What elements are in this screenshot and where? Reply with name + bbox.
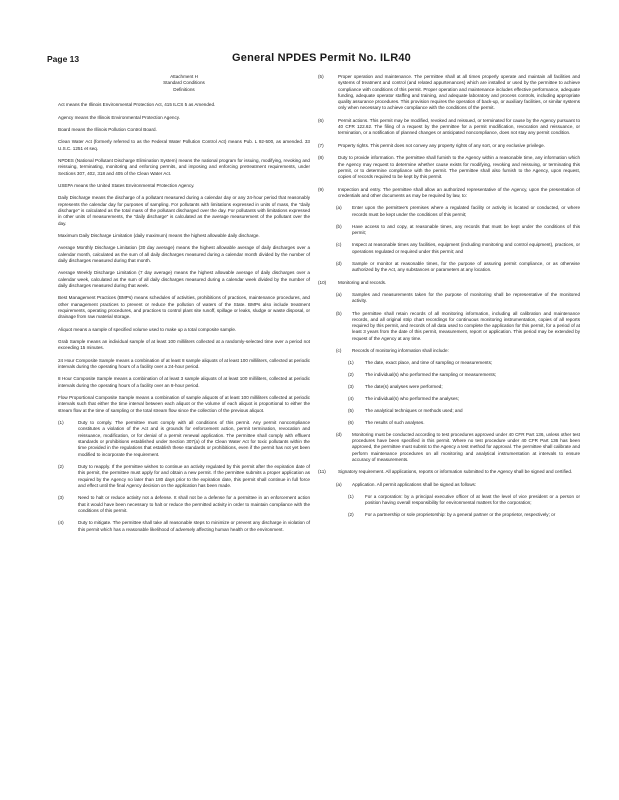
condition-item bbox=[318, 469, 580, 475]
condition-item bbox=[318, 280, 580, 286]
monitoring-subitems bbox=[318, 292, 580, 354]
condition-item bbox=[318, 74, 580, 112]
item-text: Signatory requirement. All applications, reports or information submitted to the Agency shall be signed and certified. bbox=[338, 469, 573, 475]
item-number: (a) bbox=[336, 205, 342, 211]
definition-paragraph: NPDES (National Pollutant Discharge Elimination System) means the national program for issuing, modifying, revoking and reissuing, terminating, monitoring and enforcing permits, and imposing and enforcing pretreatment requirements, under Sections 307, 402, 318 and 405 of the Clean Water Act. bbox=[58, 158, 310, 176]
item-text: The individual(s) who performed the sampling or measurements; bbox=[365, 372, 497, 378]
condition-subsubitem bbox=[348, 384, 580, 390]
condition-subsubitem bbox=[348, 420, 580, 426]
item-number: (2) bbox=[348, 372, 354, 378]
definition-paragraph: USEPA means the United States Environmental Protection Agency. bbox=[58, 183, 195, 189]
item-number: (d) bbox=[336, 431, 342, 437]
condition-item bbox=[58, 464, 310, 489]
condition-item bbox=[58, 520, 310, 533]
records-content-subitems bbox=[318, 360, 580, 426]
item-text: Monitoring and records. bbox=[338, 279, 387, 285]
condition-subsubitem bbox=[348, 396, 580, 402]
attachment-heading-line: Definitions bbox=[173, 86, 195, 92]
item-number: (b) bbox=[336, 223, 342, 229]
item-text: The analytical techniques or methods used; and bbox=[365, 407, 463, 413]
item-number: (7) bbox=[318, 142, 324, 148]
definition-paragraph: Clean Water Act (formerly referred to as the Federal Water Pollution Control Act) means Pub. L 92-500, as amended. 33 U.S.C. 1251 et seq. bbox=[58, 139, 310, 151]
page-header bbox=[0, 54, 619, 68]
item-number: (4) bbox=[348, 396, 354, 402]
item-number: (1) bbox=[348, 493, 354, 499]
item-text: For a corporation: by a principal executive officer of at least the level of vice president or a person or position having overall responsibility for environmental matters for the corporation; bbox=[365, 493, 580, 506]
item-text: For a partnership or sole proprietorship: by a general partner or the proprietor, respectively; or bbox=[365, 512, 556, 518]
item-number: (11) bbox=[318, 469, 326, 475]
definition-paragraph: Aliquot means a sample of specified volume used to make up a total composite sample. bbox=[58, 326, 237, 332]
condition-subsubitem bbox=[348, 494, 580, 507]
item-number: (4) bbox=[58, 520, 64, 526]
item-text: Inspection and entry. The permittee shall allow an authorized representative of the Agency, upon the presentation of credentials and other documents as may be required by law, to: bbox=[338, 186, 580, 198]
left-column bbox=[58, 74, 310, 539]
item-text: Permit actions. This permit may be modified, revoked and reissued, or terminated for cause by the Agency pursuant to 40 CFR 122.62. The filing of a request by the permittee for a permit modification, revocation and reissuance, or termination, or a notification of planned changes or anticipated noncompliance, does not stay any permit condition. bbox=[338, 117, 580, 136]
condition-item bbox=[318, 187, 580, 200]
condition-subitem bbox=[336, 205, 580, 218]
condition-subitem bbox=[336, 261, 580, 274]
condition-item bbox=[318, 143, 580, 149]
definition-paragraph: Act means the Illinois Environmental Protection Act, 415 ILCS 5 as Amended. bbox=[58, 102, 216, 108]
item-number: (5) bbox=[318, 74, 324, 79]
condition-subsubitem bbox=[348, 372, 580, 378]
item-number: (8) bbox=[318, 155, 324, 161]
condition-subsubitem bbox=[348, 512, 580, 518]
item-text: Duty to comply. The permittee must comply with all conditions of this permit. Any permit noncompliance constitutes a violation of the Act and is grounds for enforcement action, permit termination, revocation and reissuance, modification, or for denial of a permit renewal application. The permittee shall comply with effluent standards or prohibitions established under Section 307(a) of the Clean Water Act for toxic pollutants within the time provided in the regulations that establish these standards or prohibitions, even if the permit has not yet been modified to incorporate the requirement. bbox=[78, 420, 310, 457]
item-text: Monitoring must be conducted according to test procedures approved under 40 CFR Part 136, unless other test procedures have been specified in this permit. Where no test procedure under 40 CFR Part 136 has been approved, the permittee must submit to the Agency a test method for approval. The permittee shall calibrate and perform maintenance procedures on all monitoring and analytical instrumentation at intervals to ensure accuracy of measurements. bbox=[352, 431, 580, 462]
condition-subitem bbox=[336, 311, 580, 342]
item-number: (6) bbox=[348, 419, 354, 425]
item-number: (b) bbox=[336, 310, 342, 316]
inspection-subitems bbox=[318, 205, 580, 273]
item-text: Records of monitoring information shall include: bbox=[352, 348, 449, 354]
monitoring-test-procedures bbox=[318, 432, 580, 463]
attachment-heading-line: Attachment H bbox=[170, 74, 198, 79]
item-text: Have access to and copy, at reasonable times, any records that must be kept under the conditions of this permit; bbox=[352, 223, 580, 236]
signatory-item bbox=[318, 469, 580, 475]
item-text: The date(s) analyses were performed; bbox=[365, 384, 443, 390]
condition-subitem bbox=[336, 292, 580, 305]
definition-paragraph: Average Weekly Discharge Limitation (7 day average) means the highest allowable average of daily discharges over a calendar week, calculated as the sum of all daily discharges measured during a calendar week divided by the number of daily discharges measured during that week. bbox=[58, 270, 310, 288]
item-text: The results of such analyses. bbox=[365, 419, 425, 425]
item-number: (1) bbox=[348, 360, 354, 366]
conditions-list-left bbox=[58, 420, 310, 533]
item-text: Sample or monitor at reasonable times, for the purpose of assuring permit compliance, or as otherwise authorized by the Act, any substances or parameters at any location. bbox=[352, 261, 580, 273]
definition-paragraph: Agency means the Illinois Environmental Protection Agency. bbox=[58, 114, 180, 120]
item-text: Inspect at reasonable times any facilities, equipment (including monitoring and control equipment), practices, or operations regulated or required under this permit; and bbox=[352, 242, 580, 254]
definition-paragraph: Board means the Illinois Pollution Control Board. bbox=[58, 127, 157, 132]
condition-item bbox=[58, 420, 310, 458]
monitoring-records-item bbox=[318, 280, 580, 286]
permit-title: General NPDES Permit No. ILR40 bbox=[232, 52, 411, 64]
item-number: (1) bbox=[58, 420, 64, 426]
condition-subitem bbox=[336, 482, 580, 488]
item-number: (6) bbox=[318, 117, 324, 123]
item-text: Duty to mitigate. The permittee shall take all reasonable steps to minimize or prevent any discharge in violation of this permit which has a reasonable likelihood of adversely affecting human health or the environment. bbox=[78, 520, 310, 532]
attachment-heading bbox=[58, 74, 310, 93]
right-column bbox=[318, 74, 580, 524]
item-number: (3) bbox=[58, 495, 64, 501]
definition-paragraph: Maximum Daily Discharge Limitation (daily maximum) means the highest allowable daily discharge. bbox=[58, 233, 260, 239]
item-number: (2) bbox=[58, 463, 64, 469]
item-number: (2) bbox=[348, 512, 354, 518]
definition-paragraph: 8 Hour Composite Sample means a combination of at least 3 sample aliquots of at least 100 milliliters, collected at periodic intervals during the operating hours of a facility over an 8-hour period. bbox=[58, 376, 310, 388]
condition-item bbox=[58, 495, 310, 514]
signatory-subitems bbox=[318, 482, 580, 488]
condition-subsubitem bbox=[348, 408, 580, 414]
item-text: Duty to reapply. If the permittee wishes to continue an activity regulated by this permit after the expiration date of this permit, the permittee must apply for and obtain a new permit. If the permittee submits a proper application as required by the Agency no later than 180 days prior to the expiration date, this permit shall continue in full force and effect until the final Agency decision on the application has been made. bbox=[78, 463, 310, 488]
condition-subitem bbox=[336, 242, 580, 255]
definition-paragraph: Average Monthly Discharge Limitation (30 day average) means the highest allowable average of daily discharges over a calendar month, calculated as the sum of all daily discharges measured during a calendar month divided by the number of daily discharges measured during that month. bbox=[58, 245, 310, 264]
condition-subitem bbox=[336, 348, 580, 354]
item-number: (3) bbox=[348, 384, 354, 390]
item-text: Proper operation and maintenance. The permittee shall at all times properly operate and maintain all facilities and systems of treatment and control (and related appurtenances) which are installed or used by the permittee to achieve compliance with conditions of this permit. Proper operation and maintenance includes effective performance, adequate funding, adequate operator staffing and training, and adequate laboratory and process controls, including appropriate quality assurance procedures. This provision requires the operation of back-up, or auxiliary facilities, or similar systems only when necessary to achieve compliance with the conditions of the permit. bbox=[338, 74, 580, 111]
item-number: (10) bbox=[318, 279, 327, 285]
item-number: (a) bbox=[336, 291, 342, 297]
definition-paragraph: Daily Discharge means the discharge of a pollutant measured during a calendar day or any 24-hour period that reasonably represents the calendar day for purposes of sampling. For pollutants with limitations expressed in units of mass, the "daily discharge" is calculated as the total mass of the pollutant discharged over the day. For pollutants with limitations expressed in other units of measurements, the "daily discharge" is calculated as the average measurement of the pollutant over the day. bbox=[58, 195, 310, 226]
item-text: Property rights. This permit does not convey any property rights of any sort, or any exclusive privilege. bbox=[338, 142, 545, 148]
condition-item bbox=[318, 155, 580, 180]
conditions-list-right bbox=[318, 74, 580, 199]
item-number: (c) bbox=[336, 348, 342, 354]
condition-subitem bbox=[336, 224, 580, 237]
item-text: Samples and measurements taken for the purpose of monitoring shall be representative of the monitored activity. bbox=[352, 291, 580, 304]
item-text: The permittee shall retain records of all monitoring information, including all calibration and maintenance records, and all original strip chart recordings for continuous monitoring instrumentation, copies of all reports required by this permit, and records of all data used to complete the application for this permit, for a period of at least 3 years from the date of this permit, measurement, report or application. This period may be extended by request of the Agency at any time. bbox=[352, 310, 580, 341]
item-text: The individual(s) who performed the analyses; bbox=[365, 396, 459, 402]
definition-paragraph: Flow Proportional Composite Sample means a combination of sample aliquots of at least 100 milliliters collected at periodic intervals such that either the time interval between each aliquot or the volume of each aliquot is proportional to either the stream flow at the time of sampling or the total stream flow since the collection of the previous aliquot. bbox=[58, 395, 310, 413]
item-text: Duty to provide information. The permittee shall furnish to the Agency within a reasonable time, any information which the Agency may request to determine whether cause exists for modifying, revoking and reissuing, or terminating this permit, or to determine compliance with the permit. The permittee shall also furnish to the Agency, upon request, copies of records required to be kept by this permit. bbox=[338, 155, 580, 180]
application-signatory-subitems bbox=[318, 494, 580, 518]
item-text: Application. All permit applications shall be signed as follows: bbox=[352, 481, 477, 487]
item-number: (c) bbox=[336, 242, 342, 248]
item-number: (9) bbox=[318, 186, 324, 192]
definition-paragraph: Best Management Practices (BMPs) means schedules of activities, prohibitions of practices, maintenance procedures, and other management practices to prevent or reduce the pollution of waters of the State. BMPs also include treatment requirements, operating procedures, and practices to control plant site runoff, spillage or leaks, sludge or waste disposal, or drainage from raw material storage. bbox=[58, 295, 310, 320]
item-number: (5) bbox=[348, 407, 354, 413]
condition-subsubitem bbox=[348, 360, 580, 366]
attachment-heading-line: Standard Conditions bbox=[163, 80, 205, 86]
condition-subitem bbox=[336, 432, 580, 463]
item-text: Need to halt or reduce activity not a defense. It shall not be a defense for a permittee in an enforcement action that it would have been necessary to halt or reduce the permitted activity in order to maintain compliance with the conditions of this permit. bbox=[78, 495, 310, 513]
item-text: Enter upon the permittee's premises where a regulated facility or activity is located or conducted, or where records must be kept under the conditions of this permit; bbox=[352, 205, 580, 217]
definitions-list bbox=[58, 102, 310, 414]
condition-item bbox=[318, 118, 580, 137]
page-number: Page 13 bbox=[47, 54, 80, 64]
item-text: The date, exact place, and time of sampling or measurements; bbox=[365, 360, 493, 366]
item-number: (a) bbox=[336, 481, 342, 487]
definition-paragraph: 24 Hour Composite Sample means a combination of at least 8 sample aliquots of at least 100 milliliters, collected at periodic intervals during the operating hours of a facility over a 24-hour period. bbox=[58, 357, 310, 370]
item-number: (d) bbox=[336, 261, 342, 266]
definition-paragraph: Grab Sample means an individual sample of at least 100 milliliters collected at a randomly-selected time over a period not exceeding 15 minutes. bbox=[58, 339, 310, 351]
